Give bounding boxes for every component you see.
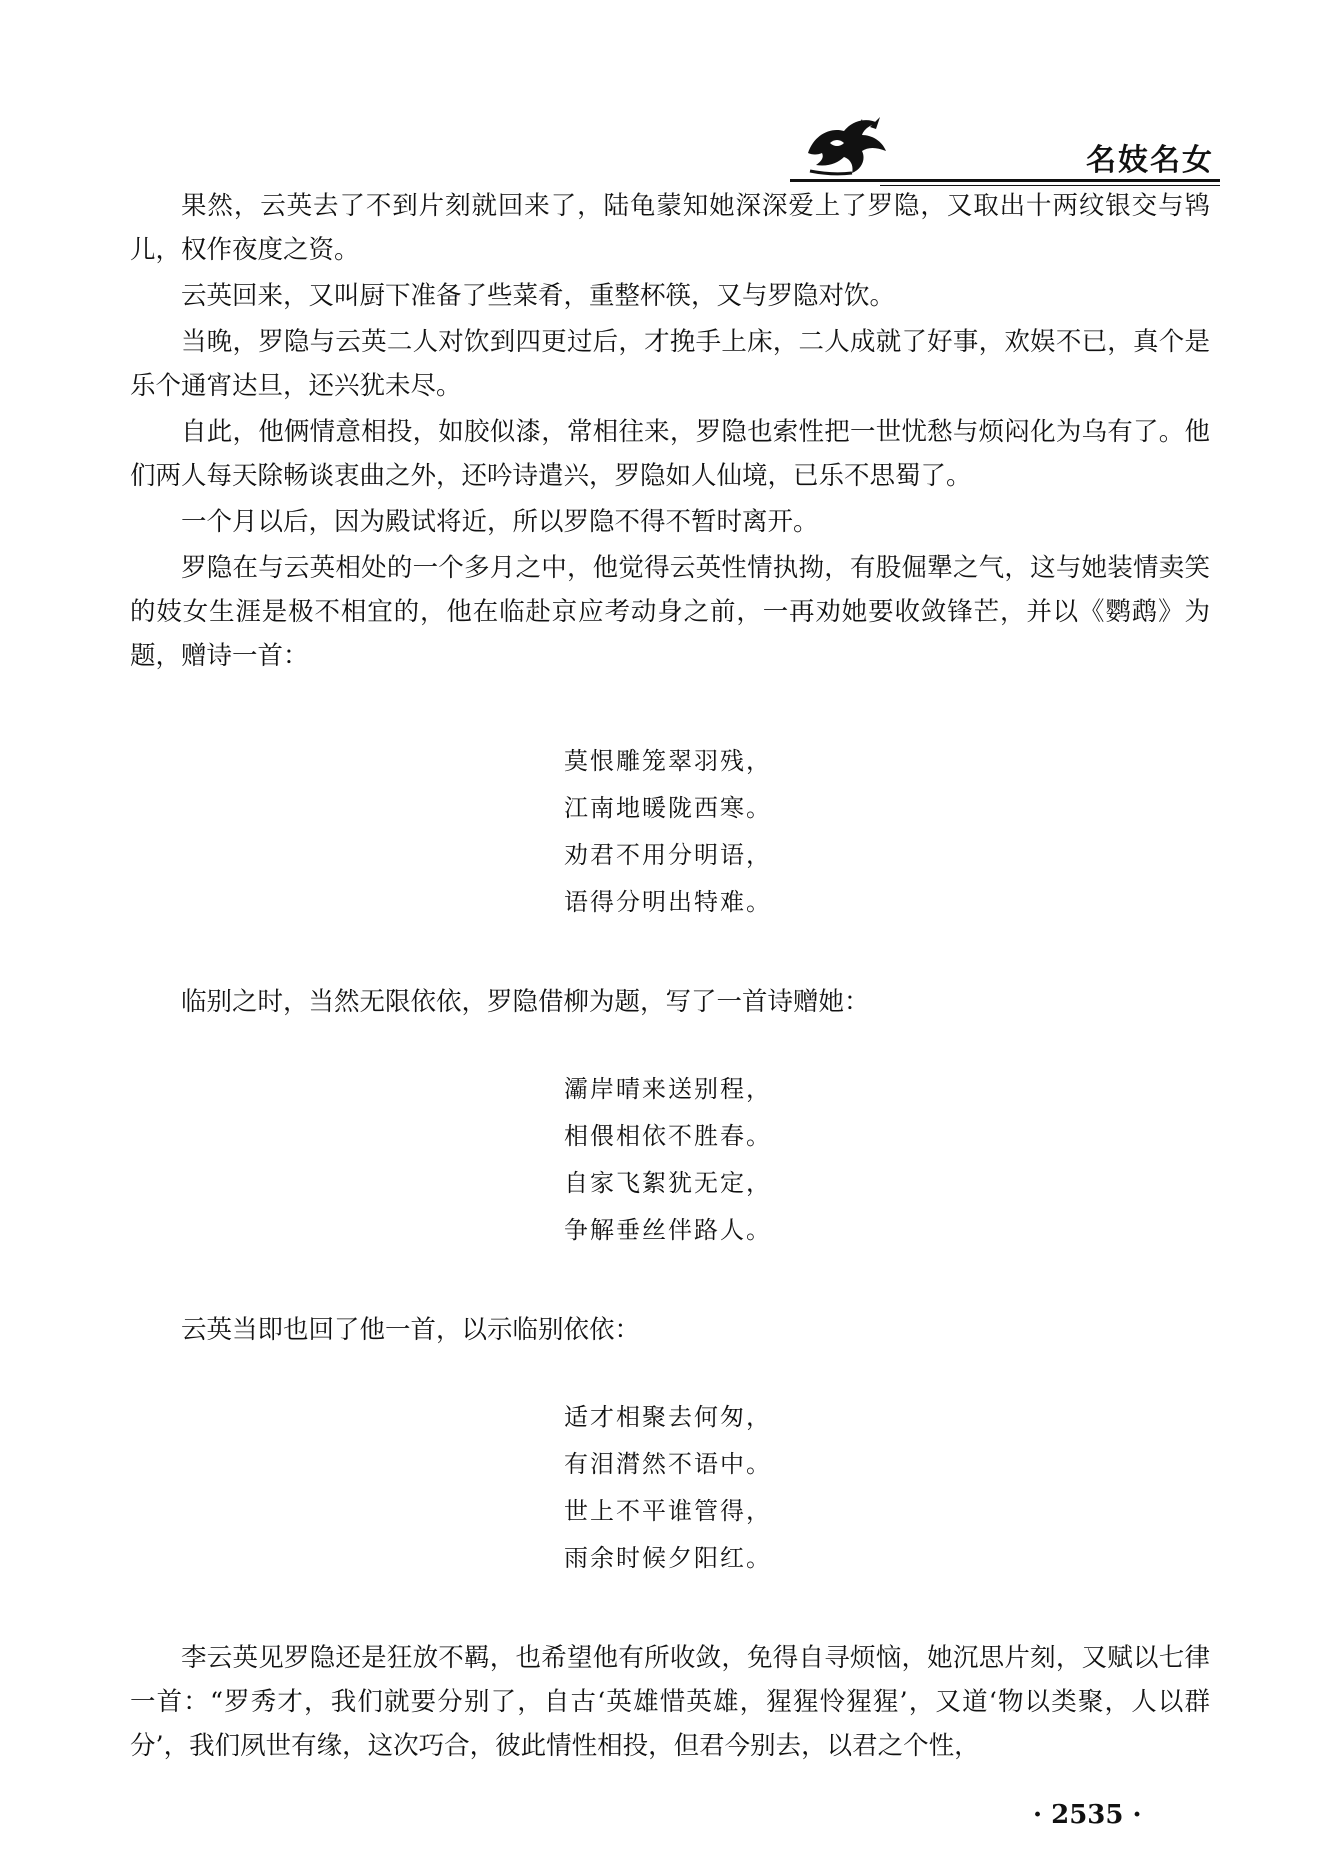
poem-reply — [130, 1394, 1210, 1582]
page-body — [130, 184, 1210, 1768]
poem-line: 语得分明出特难。 — [564, 888, 772, 916]
paragraph: 罗隐在与云英相处的一个多月之中，他觉得云英性情执拗，有股倔犟之气，这与她装情卖笑的妓女生涯是极不相宜的，他在临赴京应考动身之前，一再劝她要收敛锋芒，并以《鹦鹉》为题，赠诗一首： — [130, 553, 1210, 671]
poem-line: 适才相聚去何匆， — [564, 1403, 772, 1431]
poem-line: 劝君不用分明语， — [564, 841, 772, 869]
paragraph: 李云英见罗隐还是狂放不羁，也希望他有所收敛，免得自寻烦恼，她沉思片刻，又赋以七律一首：“罗秀才，我们就要分别了，自古‘英雄惜英雄，猩猩怜猩猩’，又道‘物以类聚，人以群分’，我们夙世有缘，这次巧合，彼此情性相投，但君今别去，以君之个性， — [130, 1643, 1210, 1761]
paragraph: 当晚，罗隐与云英二人对饮到四更过后，才挽手上床，二人成就了好事，欢娱不已，真个是乐个通宵达旦，还兴犹未尽。 — [130, 327, 1210, 401]
poem-line: 自家飞絮犹无定， — [564, 1169, 772, 1197]
paragraph: 一个月以后，因为殿试将近，所以罗隐不得不暂时离开。 — [181, 507, 819, 537]
paragraph: 果然，云英去了不到片刻就回来了，陆龟蒙知她深深爱上了罗隐，又取出十两纹银交与鸨儿，权作夜度之资。 — [130, 191, 1210, 265]
page-number: · 2535 · — [1033, 1800, 1142, 1830]
poem-willow — [130, 1066, 1210, 1254]
paragraph: 临别之时，当然无限依依，罗隐借柳为题，写了一首诗赠她： — [181, 987, 870, 1017]
poem-line: 相偎相依不胜春。 — [564, 1122, 772, 1150]
dragon-emblem-icon — [800, 113, 892, 177]
poem-line: 有泪潸然不语中。 — [564, 1450, 772, 1478]
poem-line: 江南地暖陇西寒。 — [564, 794, 772, 822]
paragraph: 云英当即也回了他一首，以示临别依依： — [181, 1315, 641, 1345]
poem-line: 莫恨雕笼翠羽残， — [564, 747, 772, 775]
page-header — [790, 105, 1220, 185]
poem-line: 争解垂丝伴路人。 — [564, 1216, 772, 1244]
section-title: 名妓名女 — [1086, 143, 1214, 178]
header-rule — [790, 179, 1220, 182]
poem-line: 雨余时候夕阳红。 — [564, 1544, 772, 1572]
poem-line: 世上不平谁管得， — [564, 1497, 772, 1525]
paragraph: 自此，他俩情意相投，如胶似漆，常相往来，罗隐也索性把一世忧愁与烦闷化为乌有了。他们两人每天除畅谈衷曲之外，还吟诗遣兴，罗隐如人仙境，已乐不思蜀了。 — [130, 417, 1210, 491]
poem-parrot — [130, 738, 1210, 926]
paragraph: 云英回来，又叫厨下准备了些菜肴，重整杯筷，又与罗隐对饮。 — [181, 281, 896, 311]
poem-line: 灞岸晴来送别程， — [564, 1075, 772, 1103]
